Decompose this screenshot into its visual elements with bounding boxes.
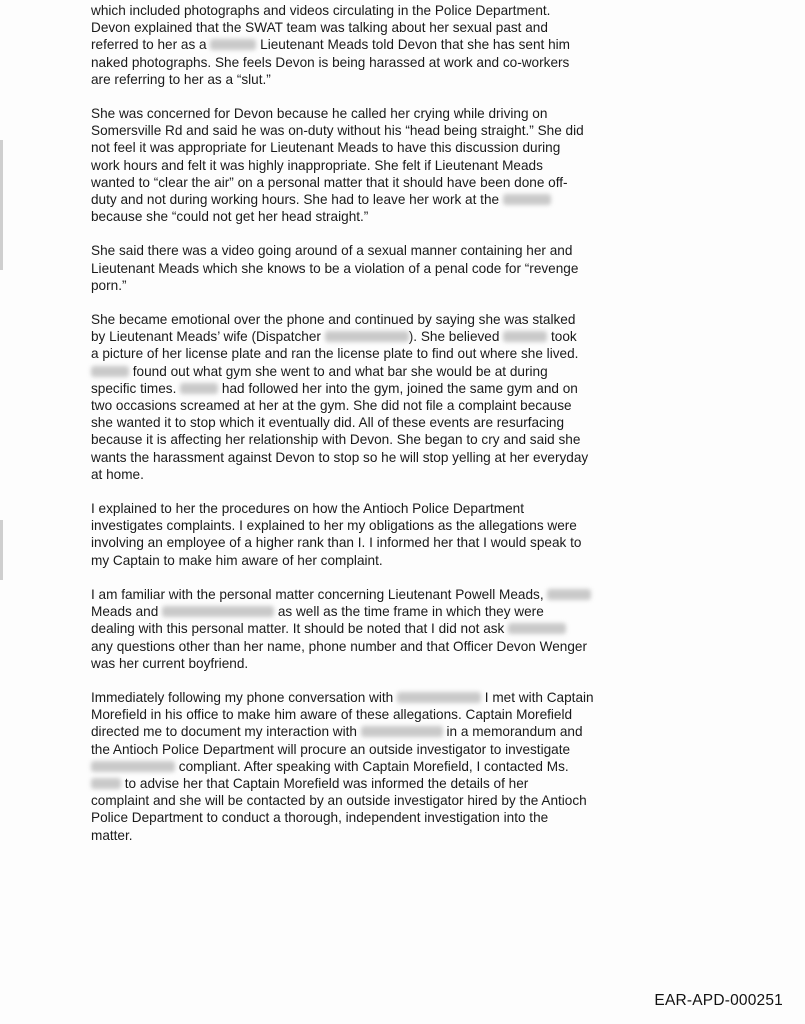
redaction-blur	[503, 331, 547, 342]
text-segment: involving an employee of a higher rank than I. I informed her that I would speak to	[91, 535, 582, 551]
text-line	[91, 174, 741, 191]
redaction-blur	[508, 623, 566, 634]
redaction-blur	[361, 726, 443, 737]
text-line	[91, 277, 741, 294]
text-line	[91, 620, 741, 637]
text-segment: I am familiar with the personal matter concerning Lieutenant Powell Meads,	[91, 586, 548, 602]
text-line	[91, 741, 741, 758]
text-segment: wanted to “clear the air” on a personal matter that it should have been done off-	[91, 174, 568, 190]
text-segment: as well as the time frame in which they were	[274, 604, 544, 620]
text-line	[91, 517, 741, 534]
text-line	[91, 414, 741, 431]
text-line	[91, 380, 741, 397]
text-line	[91, 586, 741, 603]
text-line	[91, 36, 741, 53]
redaction-blur	[91, 761, 175, 772]
text-segment: found out what gym she went to and what bar she would be at during	[129, 363, 548, 379]
paragraph	[91, 500, 741, 569]
text-segment: I met with Captain	[481, 689, 594, 705]
text-line	[91, 208, 741, 225]
text-segment: She said there was a video going around of a sexual manner containing her and	[91, 243, 573, 259]
text-line	[91, 345, 741, 362]
text-segment: she wanted it to stop which it eventually did. All of these events are resurfacing	[91, 415, 565, 431]
text-segment: by Lieutenant Meads’ wife (Dispatcher	[91, 329, 325, 345]
text-segment: took	[547, 329, 577, 345]
redaction-blur	[210, 39, 256, 50]
document-body	[91, 2, 741, 861]
text-line	[91, 449, 741, 466]
text-segment: because she “could not get her head straight.”	[91, 209, 369, 225]
text-segment: specific times.	[91, 380, 181, 396]
text-line	[91, 242, 741, 259]
text-segment: had followed her into the gym, joined the same gym and on	[218, 380, 578, 396]
scan-artifact	[0, 140, 3, 270]
text-segment: I explained to her the procedures on how the Antioch Police Department	[91, 501, 525, 517]
text-line	[91, 363, 741, 380]
text-segment: Meads and	[91, 604, 163, 620]
text-segment: not feel it was appropriate for Lieutenant Meads to have this discussion during	[91, 140, 561, 156]
text-line	[91, 809, 741, 826]
redaction-blur	[547, 589, 591, 600]
text-segment: naked photographs. She feels Devon is being harassed at work and co-workers	[91, 54, 570, 70]
text-line	[91, 431, 741, 448]
text-segment: in a memorandum and	[442, 724, 583, 740]
text-line	[91, 19, 741, 36]
text-line	[91, 638, 741, 655]
text-line	[91, 534, 741, 551]
text-segment: Morefield in his office to make him aware of these allegations. Captain Morefield	[91, 707, 573, 723]
text-segment: two occasions screamed at her at the gym. She did not file a complaint because	[91, 398, 572, 414]
text-segment: Somersville Rd and said he was on-duty without his “head being straight.” She did	[91, 123, 584, 139]
text-line	[91, 689, 741, 706]
redaction-blur	[397, 692, 481, 703]
text-segment: a picture of her license plate and ran the license plate to find out where she lived.	[91, 346, 579, 362]
text-segment: ). She believed	[408, 329, 504, 345]
text-line	[91, 122, 741, 139]
text-line	[91, 2, 741, 19]
text-segment: to advise her that Captain Morefield was informed the details of her	[121, 775, 529, 791]
text-segment: my Captain to make him aware of her complaint.	[91, 552, 383, 568]
text-segment: Lieutenant Meads which she knows to be a violation of a penal code for “revenge	[91, 260, 579, 276]
text-segment: Police Department to conduct a thorough, independent investigation into the	[91, 810, 549, 826]
redaction-blur	[503, 194, 551, 205]
text-segment: because it is affecting her relationship with Devon. She began to cry and said she	[91, 432, 581, 448]
text-segment: the Antioch Police Department will procure an outside investigator to investigate	[91, 741, 571, 757]
text-line	[91, 328, 741, 345]
text-line	[91, 466, 741, 483]
text-segment: She became emotional over the phone and continued by saying she was stalked	[91, 312, 576, 328]
text-line	[91, 191, 741, 208]
text-segment: directed me to document my interaction with	[91, 724, 361, 740]
text-segment: at home.	[91, 466, 144, 482]
text-line	[91, 157, 741, 174]
paragraph	[91, 311, 741, 483]
text-line	[91, 758, 741, 775]
text-line	[91, 706, 741, 723]
redaction-blur	[162, 606, 274, 617]
text-line	[91, 827, 741, 844]
text-line	[91, 54, 741, 71]
text-segment: which included photographs and videos circulating in the Police Department.	[91, 3, 551, 18]
text-line	[91, 792, 741, 809]
text-segment: matter.	[91, 827, 133, 843]
text-line	[91, 552, 741, 569]
text-segment: dealing with this personal matter. It should be noted that I did not ask	[91, 621, 509, 637]
text-segment: Devon explained that the SWAT team was talking about her sexual past and	[91, 20, 548, 36]
bates-number: EAR-APD-000251	[654, 992, 783, 1009]
text-line	[91, 260, 741, 277]
text-line	[91, 500, 741, 517]
redaction-blur	[91, 778, 121, 789]
paragraph	[91, 586, 741, 672]
text-line	[91, 723, 741, 740]
text-segment: compliant. After speaking with Captain Morefield, I contacted Ms.	[175, 758, 569, 774]
text-line	[91, 655, 741, 672]
text-line	[91, 71, 741, 88]
paragraph	[91, 105, 741, 225]
redaction-blur	[180, 383, 218, 394]
text-line	[91, 397, 741, 414]
redaction-blur	[325, 331, 409, 342]
text-line	[91, 603, 741, 620]
text-segment: She was concerned for Devon because he called her crying while driving on	[91, 106, 548, 122]
text-segment: porn.”	[91, 277, 127, 293]
text-segment: work hours and felt it was highly inappropriate. She felt if Lieutenant Meads	[91, 157, 543, 173]
text-segment: Immediately following my phone conversation with	[91, 689, 398, 705]
text-segment: Lieutenant Meads told Devon that she has sent him	[256, 37, 570, 53]
text-segment: referred to her as a	[91, 37, 211, 53]
paragraph	[91, 689, 741, 844]
text-segment: any questions other than her name, phone number and that Officer Devon Wenger	[91, 638, 587, 654]
text-segment: are referring to her as a “slut.”	[91, 71, 271, 87]
text-segment: duty and not during working hours. She had to leave her work at the	[91, 192, 503, 208]
text-line	[91, 311, 741, 328]
text-segment: was her current boyfriend.	[91, 655, 249, 671]
scan-artifact	[0, 520, 3, 580]
redaction-blur	[91, 366, 129, 377]
paragraph	[91, 242, 741, 294]
text-segment: complaint and she will be contacted by an outside investigator hired by the Antioch	[91, 793, 587, 809]
text-line	[91, 139, 741, 156]
paragraph	[91, 2, 741, 88]
text-segment: investigates complaints. I explained to her my obligations as the allegations were	[91, 518, 577, 534]
text-line	[91, 775, 741, 792]
text-segment: wants the harassment against Devon to stop so he will stop yelling at her everyday	[91, 449, 589, 465]
text-line	[91, 105, 741, 122]
